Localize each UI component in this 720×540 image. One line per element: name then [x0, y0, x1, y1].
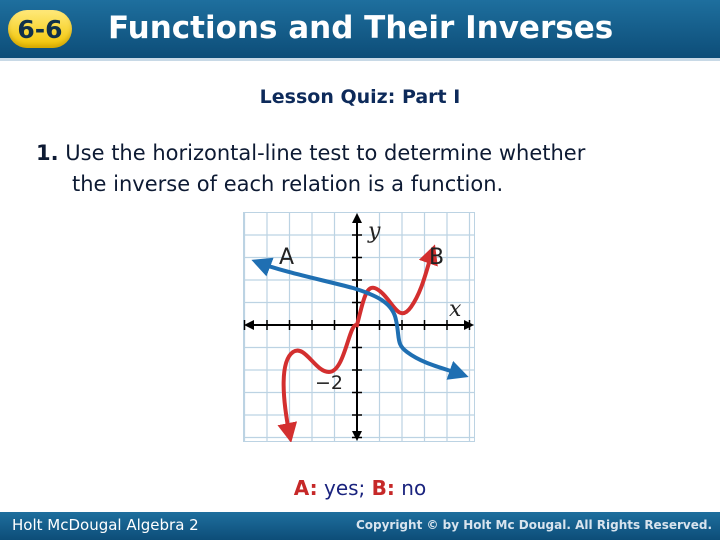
footer-bar: [0, 512, 720, 540]
question-text-line1: Use the horizontal-line test to determine whether: [65, 141, 586, 165]
header-bar: [0, 0, 720, 58]
page-title: Functions and Their Inverses: [108, 10, 614, 46]
answer-b-label: B:: [371, 476, 395, 500]
graph-svg: [243, 212, 475, 442]
answer-a-label: A:: [293, 476, 318, 500]
curve-a-label: A: [279, 245, 295, 270]
question-number: 1.: [36, 141, 59, 165]
curve-b-label: B: [429, 245, 445, 270]
coordinate-graph: [243, 212, 475, 442]
question-text-line2: the inverse of each relation is a function.: [72, 172, 504, 196]
footer-publisher: Holt McDougal Algebra 2: [12, 516, 199, 534]
footer-copyright: Copyright © by Holt Mc Dougal. All Rights Reserved.: [355, 518, 712, 532]
quiz-subtitle: Lesson Quiz: Part I: [259, 86, 461, 108]
tick-label-neg2: −2: [315, 372, 344, 394]
lesson-number-badge: 6-6: [8, 10, 72, 48]
question-1: [36, 138, 696, 200]
y-axis-label: y: [368, 219, 381, 244]
answer-a-value: yes;: [324, 476, 366, 500]
x-axis-label: x: [449, 297, 462, 322]
header-divider: [0, 58, 720, 61]
answer-line: [0, 476, 720, 500]
answer-b-value: no: [401, 476, 427, 500]
